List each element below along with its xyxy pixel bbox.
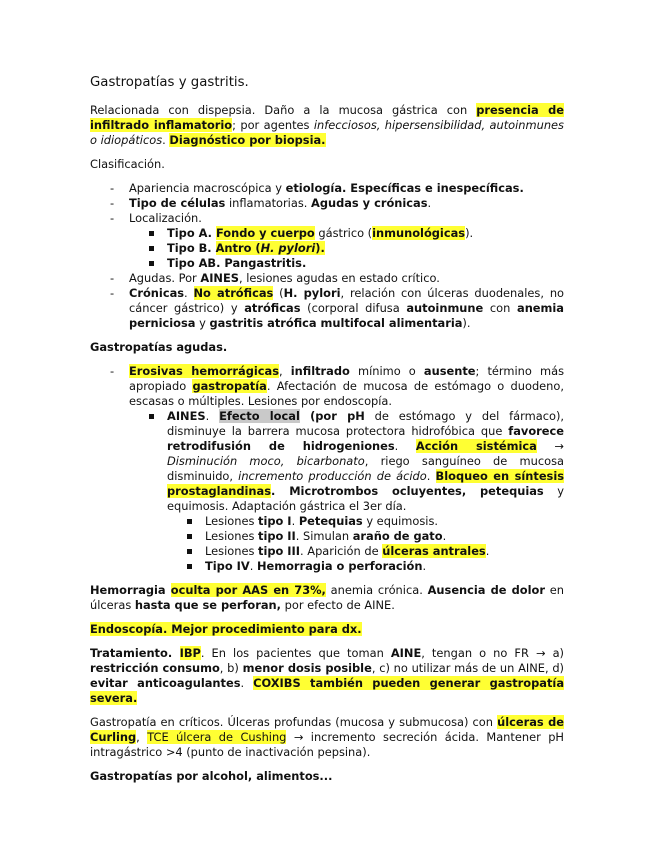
text: → incremento secreción ácida. Mantener pH intragástrico >4 (punto de inactivación pepsina). xyxy=(90,730,564,759)
document-title: Gastropatías y gastritis. xyxy=(90,75,249,90)
agudas-heading: Gastropatías agudas. xyxy=(90,340,228,354)
highlight: IBP xyxy=(179,646,201,660)
aines-sublist xyxy=(129,409,564,574)
bold-text: anemia perniciosa xyxy=(129,301,564,330)
highlight: oculta por AAS en 73%, xyxy=(170,583,326,597)
text: . xyxy=(422,559,427,573)
text: . xyxy=(205,409,220,423)
list-item xyxy=(90,181,564,196)
alcohol-heading: Gastropatías por alcohol, alimentos... xyxy=(90,769,333,783)
bold-text: AINES xyxy=(200,271,239,285)
highlight: úlceras de Curling xyxy=(90,715,564,744)
text: , lesiones agudas en estado crítico. xyxy=(238,271,440,285)
text: Lesiones xyxy=(205,529,259,543)
bold-text: gastritis atrófica multifocal alimentaria xyxy=(209,316,463,330)
list-item xyxy=(90,364,564,574)
text: Agudas. Por xyxy=(129,271,201,285)
sublist-item-tipo-iv xyxy=(167,559,564,574)
list-item xyxy=(90,196,564,211)
bold-text: Ausencia de dolor xyxy=(427,583,545,597)
bold-text: atróficas xyxy=(244,301,301,315)
bold-text: AINE xyxy=(390,646,422,660)
document-page xyxy=(90,74,564,793)
text: ; término más apropiado xyxy=(129,364,564,393)
sublist-item-lesion xyxy=(167,514,564,529)
highlight: No atróficas xyxy=(193,286,274,300)
bold-text: tipo III xyxy=(258,544,301,558)
text: en úlceras xyxy=(90,583,564,612)
text: , c) no utilizar más de un AINE, d) xyxy=(371,661,565,675)
text: , tengan o no FR → a) xyxy=(421,646,564,660)
agudas-list xyxy=(90,364,564,574)
text: . xyxy=(442,529,447,543)
text: . Afectación de mucosa de estómago o duodeno, escasas o múltiples. Lesiones por endoscopía. xyxy=(129,379,564,408)
text: mínimo o xyxy=(349,364,424,378)
localizacion-sublist xyxy=(129,226,564,271)
bold-text: menor dosis posible xyxy=(242,661,372,675)
text: Antro ( xyxy=(215,241,261,255)
text: Lesiones xyxy=(205,544,259,558)
intro-paragraph xyxy=(90,103,564,148)
highlight: úlceras antrales xyxy=(382,544,486,558)
text: Gastropatía en críticos. Úlceras profundas (mucosa y submucosa) con xyxy=(90,715,498,729)
highlight-cushing xyxy=(147,730,286,744)
tratamiento-paragraph xyxy=(90,646,564,706)
text: . Simulan xyxy=(295,529,353,543)
bold-text: Hemorragia xyxy=(90,583,171,597)
highlight: Erosivas hemorrágicas xyxy=(129,364,279,378)
bold-text: evitar anticoagulantes xyxy=(90,676,241,690)
intro-highlight-infiltrado: presencia de infiltrado inflamatorio xyxy=(90,103,564,132)
clasificacion-heading: Clasificación. xyxy=(90,157,165,171)
bold-text: Hemorragia o perforación xyxy=(256,559,423,573)
text: , b) xyxy=(219,661,243,675)
text: , xyxy=(136,730,148,744)
text: TCE úlcera de Cushing xyxy=(147,730,287,744)
bold-text: Crónicas xyxy=(129,286,185,300)
bold-text: Tipo de células xyxy=(129,196,226,210)
sublist-item-aines xyxy=(129,409,564,574)
bold-text: favorece retrodifusión de hidrogeniones xyxy=(167,424,564,453)
intro-text: ; por agentes xyxy=(232,118,314,132)
text: anemia crónica. xyxy=(325,583,428,597)
text: . xyxy=(291,514,299,528)
text: . xyxy=(394,439,416,453)
intro-highlight-biopsia: Diagnóstico por biopsia. xyxy=(169,133,326,147)
sublist-item-tipo-b xyxy=(129,241,564,256)
text: , xyxy=(279,364,291,378)
text: (corporal difusa xyxy=(300,301,407,315)
bold-text: restricción consumo xyxy=(90,661,220,675)
bold-text: Tipo A. xyxy=(167,226,216,240)
text: . xyxy=(249,559,257,573)
gray-highlight: Efecto local xyxy=(219,409,300,423)
highlight: Endoscopía. Mejor procedimiento para dx. xyxy=(90,622,362,636)
sublist-item-lesion xyxy=(167,544,564,559)
text: . xyxy=(240,676,254,690)
text: . xyxy=(426,469,436,483)
list-item xyxy=(90,211,564,271)
highlight: gastropatía xyxy=(192,379,267,393)
text: con xyxy=(483,301,518,315)
highlight: Acción sistémica xyxy=(415,439,537,453)
text: , relación con úlceras duodenales, no cáncer gástrico) y xyxy=(129,286,565,315)
text: Lesiones xyxy=(205,514,259,528)
sublist-item-tipo-a xyxy=(129,226,564,241)
arrow-icon: → xyxy=(536,439,564,453)
bold-text: infiltrado xyxy=(290,364,350,378)
text: de estómago y del fármaco), disminuye la barrera mucosa protectora hidrofóbica que xyxy=(167,409,565,438)
bold-text: Tipo B. xyxy=(167,241,216,255)
bold-text: Agudas y crónicas xyxy=(311,196,428,210)
text: . En los pacientes que toman xyxy=(200,646,391,660)
bold-text: araño de gato xyxy=(352,529,443,543)
italic-text: H. pylori xyxy=(260,241,316,255)
bold-text: Tipo IV xyxy=(205,559,250,573)
text: . Aparición de xyxy=(300,544,383,558)
intro-italic-agentes: infecciosos, hipersensibilidad, autoinmunes o idiopáticos xyxy=(90,118,564,147)
bold-text: tipo II xyxy=(258,529,296,543)
bold-text: Tipo AB. Pangastritis. xyxy=(167,256,307,270)
list-item xyxy=(90,271,564,286)
bold-text: . Microtrombos ocluyentes, petequias xyxy=(271,484,544,498)
hemorragia-paragraph xyxy=(90,583,564,613)
text: ). xyxy=(462,316,471,330)
list-item xyxy=(90,286,564,331)
italic-text: Disminución moco, bicarbonato xyxy=(167,454,365,468)
sublist-item-tipo-ab xyxy=(129,256,564,271)
bold-text: Tratamiento. xyxy=(90,646,180,660)
italic-text: incremento producción de ácido xyxy=(238,469,427,483)
text: Localización. xyxy=(129,211,202,225)
text: ( xyxy=(273,286,284,300)
sublist-item-lesion xyxy=(167,529,564,544)
text: . xyxy=(427,196,432,210)
highlight: Bloqueo en síntesis prostaglandinas xyxy=(167,469,565,498)
bold-text: AINES xyxy=(167,409,206,423)
text: ). xyxy=(315,241,325,255)
text: ). xyxy=(465,226,474,240)
text: y equimosis. xyxy=(362,514,439,528)
text: y xyxy=(195,316,210,330)
highlight: inmunológicas xyxy=(372,226,466,240)
highlight: COXIBS también pueden generar gastropatía severa. xyxy=(90,676,565,705)
criticos-paragraph xyxy=(90,715,564,760)
highlight: Fondo y cuerpo xyxy=(215,226,315,240)
bold-text: autoinmune xyxy=(406,301,484,315)
bold-text: (por pH xyxy=(299,409,365,423)
highlight xyxy=(216,241,325,255)
clasificacion-list xyxy=(90,181,564,331)
text: inflamatorias. xyxy=(225,196,312,210)
bold-text: ausente xyxy=(423,364,476,378)
text: , riego sanguíneo de mucosa disminuido, xyxy=(167,454,564,483)
text: gástrico ( xyxy=(314,226,373,240)
text: . xyxy=(184,286,194,300)
bold-text: Petequias xyxy=(298,514,363,528)
bold-text: H. pylori xyxy=(283,286,341,300)
intro-text: Relacionada con dispepsia. Daño a la mucosa gástrica con xyxy=(90,103,477,117)
endoscopia-paragraph xyxy=(90,622,564,637)
intro-text: . xyxy=(162,133,170,147)
bold-text: etiología. Específicas e inespecíficas. xyxy=(285,181,524,195)
bold-text: hasta que se perforan, xyxy=(134,598,281,612)
text: y equimosis. Adaptación gástrica el 3er día. xyxy=(167,484,564,513)
text: por efecto de AINE. xyxy=(281,598,395,612)
text: Apariencia macroscópica y xyxy=(129,181,286,195)
bold-text: tipo I xyxy=(258,514,292,528)
lesiones-sublist xyxy=(167,514,564,574)
text: . xyxy=(485,544,490,558)
